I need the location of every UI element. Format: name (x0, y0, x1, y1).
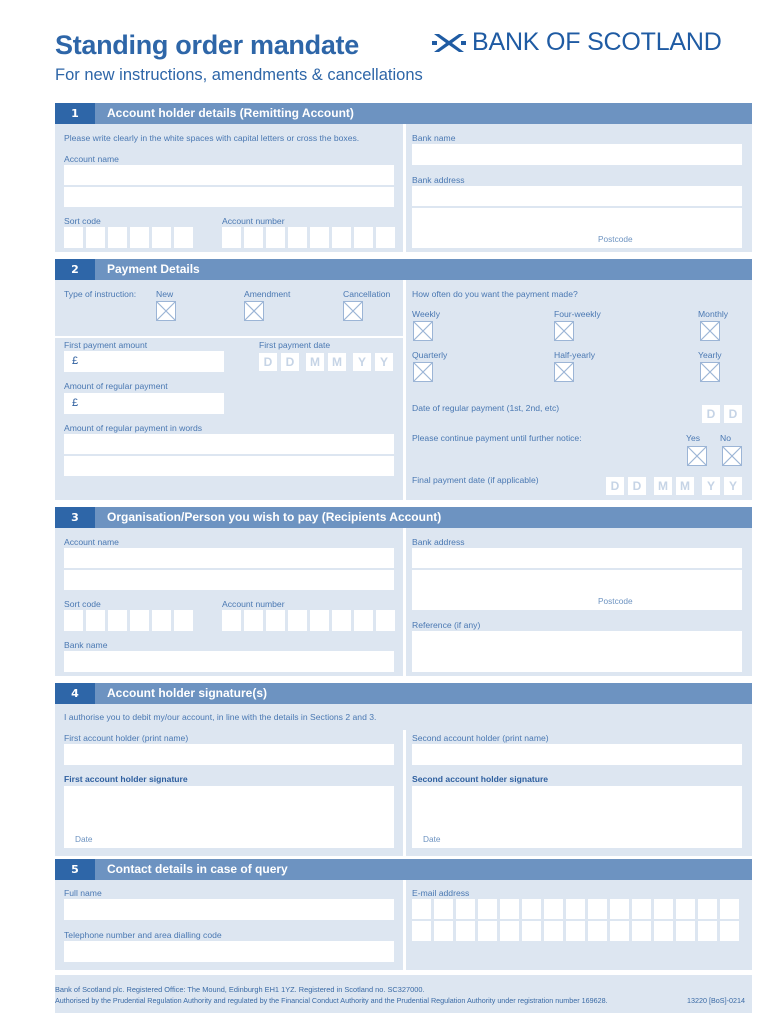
email-character-cell[interactable] (632, 921, 651, 941)
amount-in-words-field-1[interactable] (64, 434, 394, 454)
email-character-cell[interactable] (544, 899, 563, 919)
continue-payment-label: Please continue payment until further notice: (412, 433, 582, 443)
email-character-cell[interactable] (698, 899, 717, 919)
four-weekly-checkbox[interactable] (554, 321, 574, 341)
monthly-label: Monthly (698, 309, 729, 319)
section-title: Account holder details (Remitting Account) (107, 106, 354, 120)
sort-code-digit[interactable] (86, 610, 105, 631)
bank-name-label: Bank name (412, 133, 456, 143)
email-character-cell[interactable] (522, 899, 541, 919)
email-character-cell[interactable] (500, 921, 519, 941)
account-number-digit[interactable] (288, 610, 307, 631)
email-character-cell[interactable] (500, 899, 519, 919)
section-number: 3 (55, 507, 95, 528)
account-number-digit[interactable] (376, 227, 395, 248)
first-payment-amount-field[interactable] (64, 351, 224, 372)
email-character-cell[interactable] (720, 899, 739, 919)
sort-code-label: Sort code (64, 216, 101, 226)
monthly-checkbox[interactable] (700, 321, 720, 341)
telephone-field[interactable] (64, 941, 394, 962)
no-label: No (720, 433, 731, 443)
sort-code-digit[interactable] (108, 610, 127, 631)
second-signature-label: Second account holder signature (412, 774, 549, 784)
recipient-bank-address-label: Bank address (412, 537, 465, 547)
email-character-cell[interactable] (412, 921, 431, 941)
saltire-logo-icon (432, 32, 466, 54)
email-character-cell[interactable] (698, 921, 717, 941)
footer-registered-office: Bank of Scotland plc. Registered Office: The Mound, Edinburgh EH1 1YZ. Registered in Scotland no. SC327000. (55, 985, 425, 994)
weekly-checkbox[interactable] (413, 321, 433, 341)
account-number-digit[interactable] (332, 227, 351, 248)
date-digit-cell[interactable]: M (306, 353, 324, 371)
footer (55, 975, 752, 1013)
first-payment-date-label: First payment date (259, 340, 331, 350)
new-checkbox[interactable] (156, 301, 176, 321)
account-number-digit[interactable] (244, 610, 263, 631)
email-character-cell[interactable] (412, 899, 431, 919)
email-character-cell[interactable] (478, 921, 497, 941)
email-character-cell[interactable] (544, 921, 563, 941)
reference-label: Reference (if any) (412, 620, 481, 630)
email-character-cell[interactable] (610, 921, 629, 941)
account-number-digit[interactable] (222, 610, 241, 631)
bank-logo (432, 28, 722, 57)
account-number-digit[interactable] (332, 610, 351, 631)
final-payment-date-label: Final payment date (if applicable) (412, 475, 539, 485)
sort-code-digit[interactable] (174, 227, 193, 248)
email-character-cell[interactable] (654, 899, 673, 919)
section-title: Account holder signature(s) (107, 686, 268, 700)
email-character-cell[interactable] (566, 921, 585, 941)
page-title: Standing order mandate (55, 30, 359, 60)
date-digit-cell[interactable]: Y (375, 353, 393, 371)
recipient-postcode-label: Postcode (598, 596, 633, 606)
email-character-cell[interactable] (456, 899, 475, 919)
email-character-cell[interactable] (588, 921, 607, 941)
regular-date-label: Date of regular payment (1st, 2nd, etc) (412, 403, 560, 413)
yearly-checkbox[interactable] (700, 362, 720, 382)
section-title: Organisation/Person you wish to pay (Recipients Account) (107, 510, 442, 524)
type-cancellation-label: Cancellation (343, 289, 391, 299)
final-date-cell[interactable]: Y (702, 477, 720, 495)
page-subtitle: For new instructions, amendments & cancellations (55, 66, 423, 84)
recipient-account-number-label: Account number (222, 599, 285, 609)
footer-regulation: Authorised by the Prudential Regulation Authority and regulated by the Financial Conduct Authority and the Prudential Regulation Authority under registration number 169628. (55, 996, 608, 1005)
date-digit-cell[interactable]: M (328, 353, 346, 371)
sort-code-digit[interactable] (152, 610, 171, 631)
account-number-digit[interactable] (288, 227, 307, 248)
email-character-cell[interactable] (610, 899, 629, 919)
account-number-digit[interactable] (266, 610, 285, 631)
half-yearly-checkbox[interactable] (554, 362, 574, 382)
email-character-cell[interactable] (478, 899, 497, 919)
sort-code-digit[interactable] (64, 610, 83, 631)
account-number-digit[interactable] (376, 610, 395, 631)
email-character-cell[interactable] (632, 899, 651, 919)
recipient-account-name-field-2[interactable] (64, 570, 394, 590)
section-4-header (55, 683, 752, 704)
first-signature-label: First account holder signature (64, 774, 188, 784)
second-holder-name-label: Second account holder (print name) (412, 733, 549, 743)
sort-code-digit[interactable] (108, 227, 127, 248)
sort-code-digit[interactable] (64, 227, 83, 248)
quarterly-checkbox[interactable] (413, 362, 433, 382)
first-holder-name-field[interactable] (64, 744, 394, 765)
regular-amount-label: Amount of regular payment (64, 381, 168, 391)
bank-name-field[interactable] (412, 144, 742, 165)
telephone-label: Telephone number and area dialling code (64, 930, 222, 940)
regular-day-cell[interactable]: D (702, 405, 720, 423)
bank-address-label: Bank address (412, 175, 465, 185)
footer-ref-code: 13220 [BoS]-0214 (687, 996, 745, 1005)
first-payment-amount-label: First payment amount (64, 340, 148, 350)
date-digit-cell[interactable]: D (259, 353, 277, 371)
sort-code-digit[interactable] (130, 610, 149, 631)
email-character-cell[interactable] (654, 921, 673, 941)
recipient-bank-address-field-1[interactable] (412, 548, 742, 568)
email-character-cell[interactable] (566, 899, 585, 919)
bank-address-field-1[interactable] (412, 186, 742, 206)
first-signature-field[interactable] (64, 786, 394, 848)
account-number-digit[interactable] (222, 227, 241, 248)
recipient-bank-name-label: Bank name (64, 640, 108, 650)
email-character-cell[interactable] (434, 899, 453, 919)
section-title: Contact details in case of query (107, 862, 288, 876)
quarterly-label: Quarterly (412, 350, 448, 360)
section-5-header (55, 859, 752, 880)
section-2-header (55, 259, 752, 280)
final-date-cell[interactable]: Y (724, 477, 742, 495)
first-signature-date-label: Date (75, 834, 93, 844)
cancellation-checkbox[interactable] (343, 301, 363, 321)
date-digit-cell[interactable]: Y (353, 353, 371, 371)
recipient-bank-address-field-2[interactable] (412, 570, 742, 610)
email-character-cell[interactable] (456, 921, 475, 941)
bank-logo-text: BANK OF SCOTLAND (472, 28, 722, 56)
full-name-label: Full name (64, 888, 102, 898)
account-name-label: Account name (64, 154, 119, 164)
amount-in-words-field-2[interactable] (64, 456, 394, 476)
second-holder-name-field[interactable] (412, 744, 742, 765)
email-character-cell[interactable] (676, 921, 695, 941)
recipient-bank-name-field[interactable] (64, 651, 394, 672)
section-1-header (55, 103, 752, 124)
reference-field[interactable] (412, 631, 742, 672)
recipient-account-name-label: Account name (64, 537, 119, 547)
currency-symbol: £ (72, 355, 79, 367)
instructions-text: Please write clearly in the white spaces with capital letters or cross the boxes. (64, 133, 360, 143)
yearly-label: Yearly (698, 350, 722, 360)
section-number: 2 (55, 259, 95, 280)
section-title: Payment Details (107, 262, 200, 276)
final-date-cell[interactable]: M (654, 477, 672, 495)
bank-address-field-2[interactable] (412, 208, 742, 248)
half-yearly-label: Half-yearly (554, 350, 596, 360)
email-character-cell[interactable] (676, 899, 695, 919)
regular-amount-words-label: Amount of regular payment in words (64, 423, 203, 433)
final-date-cell[interactable]: D (606, 477, 624, 495)
account-number-digit[interactable] (354, 610, 373, 631)
section-number: 4 (55, 683, 95, 704)
authorise-text: I authorise you to debit my/our account, in line with the details in Sections 2 and 3. (64, 712, 377, 722)
recipient-account-name-field-1[interactable] (64, 548, 394, 568)
account-number-digit[interactable] (266, 227, 285, 248)
sort-code-digit[interactable] (152, 227, 171, 248)
currency-symbol: £ (72, 397, 79, 409)
type-amendment-label: Amendment (244, 289, 291, 299)
account-name-field-2[interactable] (64, 187, 394, 207)
email-character-cell[interactable] (720, 921, 739, 941)
section-3-header (55, 507, 752, 528)
email-character-cell[interactable] (522, 921, 541, 941)
yes-label: Yes (686, 433, 701, 443)
regular-day-cell[interactable]: D (724, 405, 742, 423)
account-number-digit[interactable] (354, 227, 373, 248)
section-number: 5 (55, 859, 95, 880)
account-number-digit[interactable] (310, 610, 329, 631)
recipient-sort-code-label: Sort code (64, 599, 101, 609)
email-character-cell[interactable] (434, 921, 453, 941)
date-digit-cell[interactable]: D (281, 353, 299, 371)
final-date-cell[interactable]: M (676, 477, 694, 495)
amendment-checkbox[interactable] (244, 301, 264, 321)
four-weekly-label: Four-weekly (554, 309, 601, 319)
final-date-cell[interactable]: D (628, 477, 646, 495)
regular-amount-field[interactable] (64, 393, 224, 414)
type-new-label: New (156, 289, 174, 299)
postcode-label: Postcode (598, 234, 633, 244)
account-name-field-1[interactable] (64, 165, 394, 185)
first-holder-name-label: First account holder (print name) (64, 733, 189, 743)
account-number-label: Account number (222, 216, 285, 226)
frequency-question: How often do you want the payment made? (412, 289, 578, 299)
second-signature-field[interactable] (412, 786, 742, 848)
sort-code-digit[interactable] (130, 227, 149, 248)
type-of-instruction-label: Type of instruction: (64, 289, 137, 299)
account-number-digit[interactable] (244, 227, 263, 248)
continue-yes-checkbox[interactable] (687, 446, 707, 466)
account-number-digit[interactable] (310, 227, 329, 248)
sort-code-digit[interactable] (86, 227, 105, 248)
continue-no-checkbox[interactable] (722, 446, 742, 466)
section-number: 1 (55, 103, 95, 124)
sort-code-digit[interactable] (174, 610, 193, 631)
weekly-label: Weekly (412, 309, 441, 319)
second-signature-date-label: Date (423, 834, 441, 844)
full-name-field[interactable] (64, 899, 394, 920)
email-label: E-mail address (412, 888, 470, 898)
email-character-cell[interactable] (588, 899, 607, 919)
